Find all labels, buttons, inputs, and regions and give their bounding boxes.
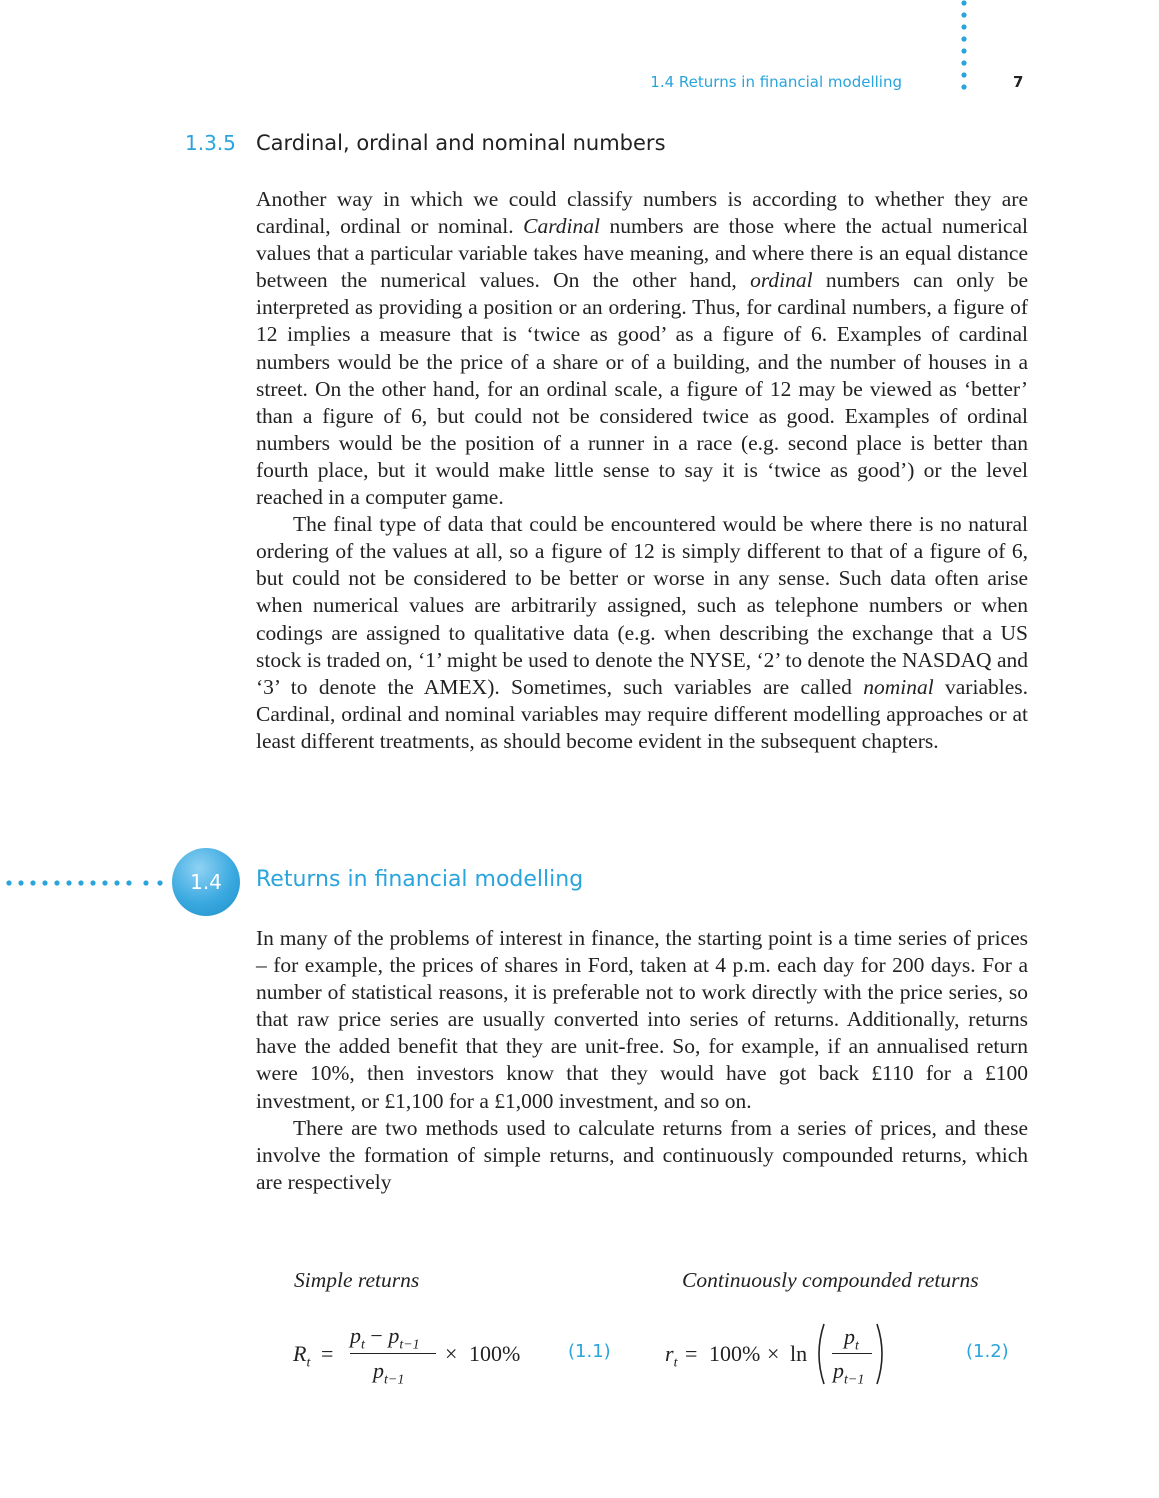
fraction-bar (350, 1353, 436, 1354)
right-parenthesis (874, 1322, 888, 1386)
paragraph: In many of the problems of interest in finance, the starting point is a time series of prices – for example, the prices of shares in Ford, taken at 4 p.m. each day for 200 days. For a number of statistical reasons, it is preferable not to work directly with the price series, so that raw price series are usually converted into series of returns. Additionally, returns have the added benefit that they are unit-free. So, for example, if an annualised return were 10%, then investors know that they would have got back £110 for a £100 investment, or £1,100 for a £1,000 investment, and so on. (256, 926, 1028, 1113)
continuous-returns-caption: Continuously compounded returns (682, 1268, 979, 1292)
subsection-title: Cardinal, ordinal and nominal numbers (256, 131, 666, 155)
section-body (256, 925, 1028, 1196)
equation-label: (1.2) (966, 1341, 1009, 1362)
horizontal-dotted-rule (0, 876, 170, 890)
vertical-dotted-rule (959, 0, 969, 100)
equation-continuous-returns: $r_t$ = 100% × ln $p_t$ $p_{t-1}$ (665, 1320, 905, 1390)
page-number: 7 (1013, 73, 1024, 91)
equation-label: (1.1) (568, 1341, 611, 1362)
subsection-number: 1.3.5 (185, 131, 236, 155)
fraction-bar (832, 1353, 872, 1354)
paragraph: Another way in which we could classify numbers is according to whether they are cardinal, ordinal or nominal. Cardinal numbers are those where the actual numerical values that a particular variable takes have meaning, and where there is an equal distance between the numerical values. On the other hand, ordinal numbers can only be interpreted as providing a position or an ordering. Thus, for cardinal numbers, a figure of 12 implies a measure that is ‘twice as good’ as a figure of 6. Examples of cardinal numbers would be the price of a share or of a building, and the number of houses in a street. On the other hand, for an ordinal scale, a figure of 12 may be viewed as ‘better’ than a figure of 6, but could not be considered twice as good. Examples of ordinal numbers would be the position of a runner in a race (e.g. second place is better than fourth place, but it would make little sense to say it is ‘twice as good’) or the level reached in a computer game. (256, 187, 1028, 510)
running-head-title: 1.4 Returns in financial modelling (650, 73, 902, 91)
paragraph: The final type of data that could be encountered would be where there is no natural ordering of the values at all, so a figure of 12 is simply different to that of a figure of 6, but could not be considered to be better or worse in any sense. Such data often arise when numerical values are arbitrarily assigned, such as telephone numbers or when codings are assigned to qualitative data (e.g. when describing the exchange that a US stock is traded on, ‘1’ might be used to denote the NYSE, ‘2’ to denote the NASDAQ and ‘3’ to denote the AMEX). Sometimes, such variables are called nominal variables. Cardinal, ordinal and nominal variables may require different modelling approaches or at least different treatments, as should become evident in the subsequent chapters. (256, 512, 1028, 753)
simple-returns-caption: Simple returns (294, 1268, 420, 1292)
subsection-body (256, 186, 1028, 755)
paragraph: There are two methods used to calculate returns from a series of prices, and these involve the formation of simple returns, and continuously compounded returns, which are respectively (256, 1115, 1028, 1194)
section-number-badge: 1.4 (172, 848, 240, 916)
section-title: Returns in financial modelling (256, 867, 584, 892)
equation-simple-returns: $R_t$ = $p_t - p_{t-1}$ $p_{t-1}$ × 100% (293, 1323, 521, 1388)
left-parenthesis (813, 1322, 827, 1386)
